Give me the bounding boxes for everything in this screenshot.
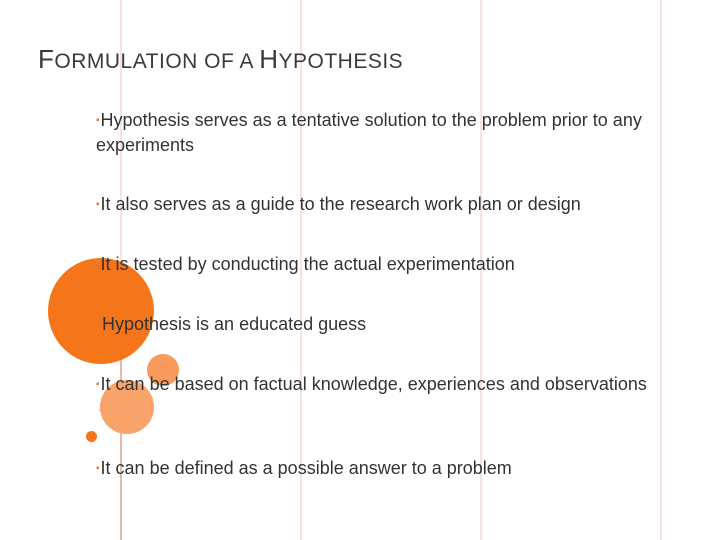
- slide-title: [38, 44, 403, 75]
- bullet-item: [96, 372, 686, 397]
- bullet-item: [96, 192, 686, 217]
- bullet-text: It can be based on factual knowledge, experiences and observations: [100, 374, 647, 394]
- bullet-marker-icon: ▪: [96, 259, 100, 271]
- decor-circle-dot: [86, 431, 97, 442]
- bullet-marker-icon: ▪: [96, 463, 100, 475]
- title-part: F: [38, 44, 55, 74]
- decor-line: [120, 330, 122, 540]
- title-part: YPOTHESIS: [278, 50, 404, 73]
- bullet-item: [96, 108, 686, 157]
- bullet-text: Hypothesis serves as a tentative solution to the problem prior to any experiments: [96, 110, 642, 156]
- bullet-text: Hypothesis is an educated guess: [102, 314, 367, 334]
- bullet-text: It can be defined as a possible answer to a problem: [100, 458, 512, 478]
- bullet-item: [96, 456, 686, 481]
- bullet-item: [96, 252, 686, 277]
- bullet-text: It also serves as a guide to the research work plan or design: [100, 194, 581, 214]
- bullet-marker-icon: ▪: [96, 379, 100, 391]
- bullet-text: It is tested by conducting the actual experimentation: [100, 254, 515, 274]
- bullet-marker-icon: ▪: [96, 199, 100, 211]
- bullet-item: [96, 312, 692, 336]
- title-part: H: [259, 44, 279, 74]
- bullet-marker-icon: ▪: [96, 115, 100, 127]
- title-part: ORMULATION OF A: [54, 50, 260, 73]
